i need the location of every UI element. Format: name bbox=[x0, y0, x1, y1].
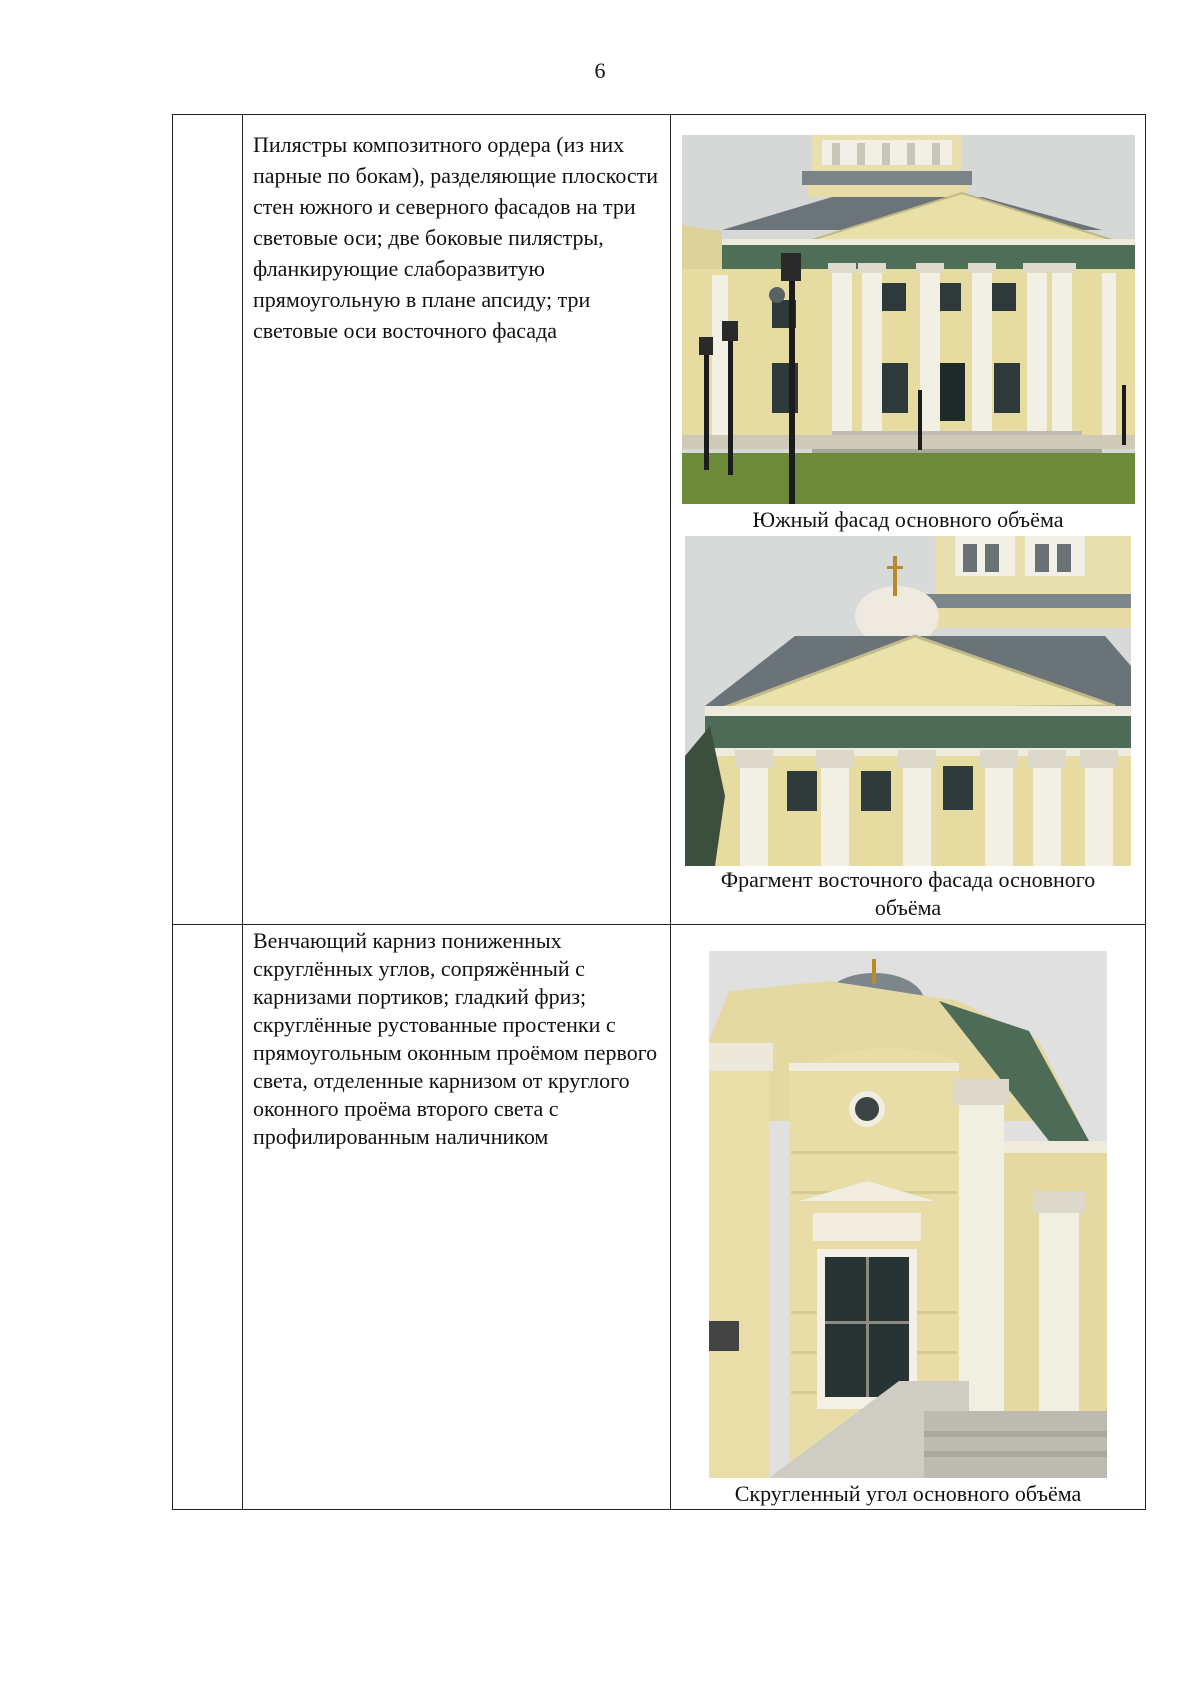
photo-caption: Южный фасад основного объёма bbox=[752, 507, 1064, 532]
south-facade-photo bbox=[682, 135, 1135, 504]
photo-cell bbox=[671, 115, 1146, 925]
description-table bbox=[172, 114, 1146, 1510]
table-row bbox=[173, 115, 1146, 925]
photo-cell bbox=[671, 925, 1146, 1510]
photo-caption: Скругленный угол основного объёма bbox=[734, 1481, 1082, 1506]
row-description: Венчающий карниз пониженных скруглённых углов, сопряжённый с карнизами портиков; гладкий фриз; скруглённые рустованные простенки с прямоугольным оконным проёмом первого света, отделенные карнизом от круглого оконного проёма второго света с профилированным наличником bbox=[253, 928, 658, 1149]
page-number: 6 bbox=[594, 58, 606, 83]
east-facade-photo bbox=[685, 536, 1131, 866]
number-cell bbox=[173, 925, 243, 1510]
description-cell bbox=[243, 115, 671, 925]
row-description: Пилястры композитного ордера (из них парные по бокам), разделяющие плоскости стен южного и северного фасадов на три световые оси; две боковые пилястры, фланкирующие слаборазвитую прямоугольную в плане апсиду; три световые оси восточного фасада bbox=[253, 132, 659, 343]
description-cell bbox=[243, 925, 671, 1510]
table-row bbox=[173, 925, 1146, 1510]
number-cell bbox=[173, 115, 243, 925]
photo-caption: Фрагмент восточного фасада основного объёма bbox=[720, 867, 1096, 920]
rounded-corner-photo bbox=[709, 951, 1107, 1478]
